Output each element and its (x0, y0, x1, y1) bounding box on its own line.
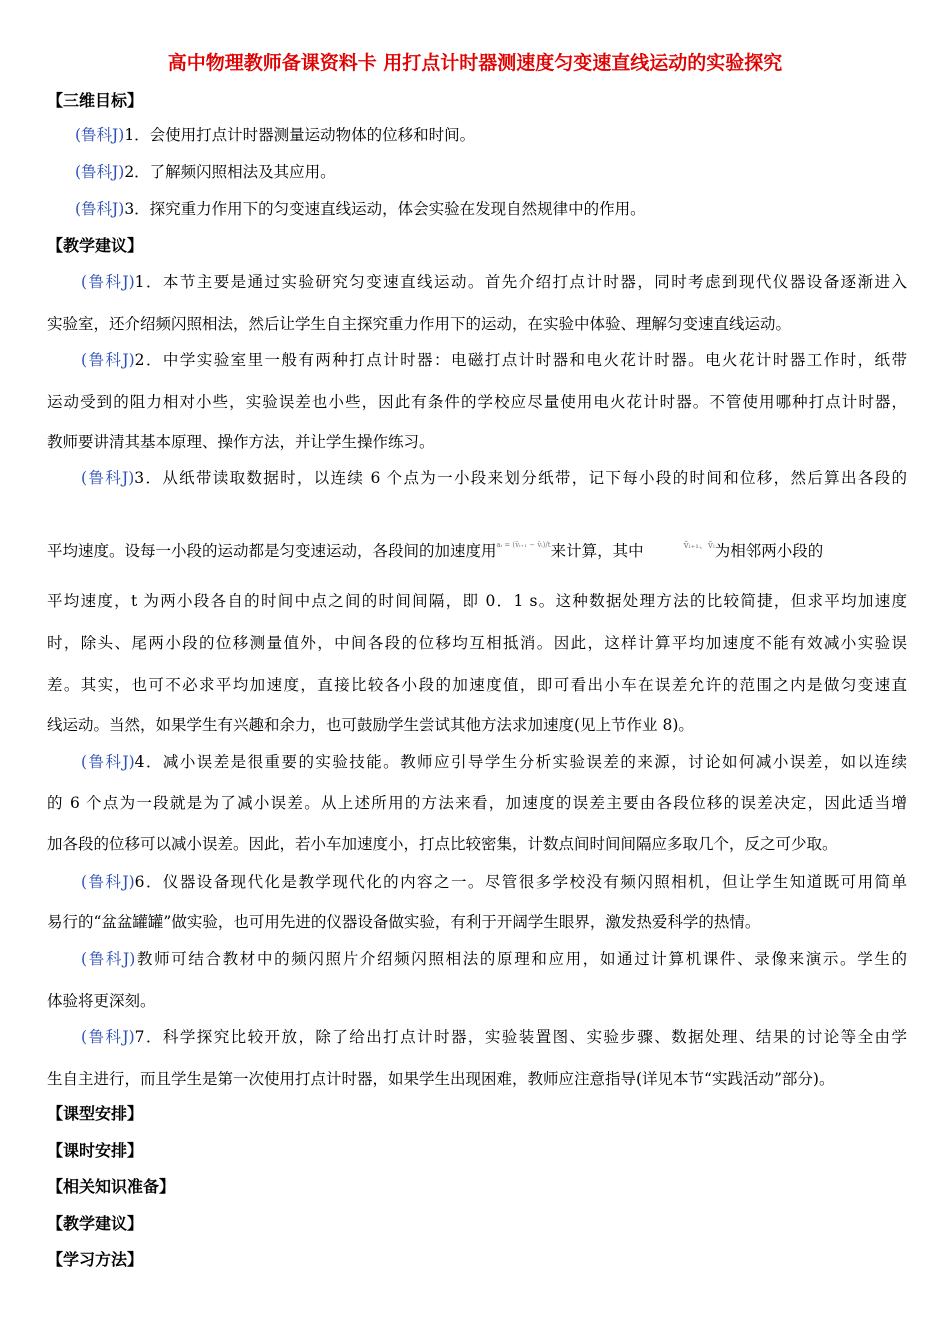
source-tag: (鲁科J) (75, 126, 125, 144)
goal-item-1: (鲁科J)1．会使用打点计时器测量运动物体的位移和时间。 (75, 126, 476, 144)
source-tag: (鲁科J) (81, 950, 136, 968)
paragraph-line: 线运动。当然，如果学生有兴趣和余力，也可鼓励学生尝试其他方法求加速度(见上节作业 8)。 (47, 716, 694, 734)
paragraph-line: (鲁科J)3．从纸带读取数据时，以连续 6 个点为一小段来划分纸带，记下每小段的时间和位移，然后算出各段的 (81, 469, 907, 487)
section-heading-method: 【学习方法】 (47, 1250, 144, 1269)
paragraph-line: 易行的“盆盆罐罐”做实验，也可用先进的仪器设备做实验，有利于开阔学生眼界，激发热爱科学的热情。 (47, 913, 761, 931)
paragraph-line: 体验将更深刻。 (47, 992, 156, 1010)
source-tag: (鲁科J) (81, 873, 135, 891)
source-tag: (鲁科J) (81, 351, 135, 369)
goal-item-3: (鲁科J)3．探究重力作用下的匀变速直线运动，体会实验在发现自然规律中的作用。 (75, 200, 646, 218)
source-tag: (鲁科J) (81, 469, 135, 487)
paragraph-line: 时，除头、尾两小段的位移测量值外，中间各段的位移均互相抵消。因此，这样计算平均加速度不能有效减小实验误 (47, 634, 907, 652)
paragraph-line: 平均速度，t 为两小段各自的时间中点之间的时间间隔，即 0．1 s。这种数据处理方法的比较简捷，但求平均加速度 (47, 592, 907, 610)
velocity-symbols: v̄ᵢ₊₁、v̄ᵢ (683, 541, 715, 551)
paragraph-line: (鲁科J)教师可结合教材中的频闪照片介绍频闪照相法的原理和应用，如通过计算机课件、录像来演示。学生的 (81, 950, 907, 968)
section-heading-advice: 【教学建议】 (47, 236, 144, 255)
paragraph-line: 差。其实，也可不必求平均加速度，直接比较各小段的加速度值，即可看出小车在误差允许的范围之内是做匀变速直 (47, 676, 907, 694)
section-heading-lesson-type: 【课型安排】 (47, 1104, 144, 1123)
source-tag: (鲁科J) (81, 753, 135, 771)
paragraph-line: (鲁科J)1．本节主要是通过实验研究匀变速直线运动。首先介绍打点计时器，同时考虑到现代仪器设备逐渐进入 (81, 273, 907, 291)
section-heading-goals: 【三维目标】 (47, 91, 144, 110)
paragraph-line: (鲁科J)2．中学实验室里一般有两种打点计时器：电磁打点计时器和电火花计时器。电火花计时器工作时，纸带 (81, 351, 907, 369)
source-tag: (鲁科J) (75, 200, 125, 218)
paragraph-line: 平均速度。设每一小段的运动都是匀变速运动，各段间的加速度用aᵢ = (v̄ᵢ₊₁ − v̄ᵢ)/t来计算，其中 v̄ᵢ₊₁、v̄ᵢ为相邻两小段的 (47, 541, 824, 560)
acceleration-formula: aᵢ = (v̄ᵢ₊₁ − v̄ᵢ)/t (496, 541, 551, 549)
paragraph-line: (鲁科J)4．减小误差是很重要的实验技能。教师应引导学生分析实验误差的来源，讨论如何减小误差，如以连续 (81, 753, 907, 771)
paragraph-line: (鲁科J)7．科学探究比较开放，除了给出打点计时器，实验装置图、实验步骤、数据处理、结果的讨论等全由学 (81, 1028, 907, 1046)
goal-item-2: (鲁科J)2．了解频闪照相法及其应用。 (75, 163, 336, 181)
paragraph-line: (鲁科J)6．仪器设备现代化是教学现代化的内容之一。尽管很多学校没有频闪照相机，但让学生知道既可用简单 (81, 873, 907, 891)
paragraph-line: 的 6 个点为一段就是为了减小误差。从上述所用的方法来看，加速度的误差主要由各段位移的误差决定，因此适当增 (47, 794, 907, 812)
document-title: 高中物理教师备课资料卡 用打点计时器测速度匀变速直线运动的实验探究 (167, 52, 783, 74)
paragraph-line: 教师要讲清其基本原理、操作方法，并让学生操作练习。 (47, 433, 435, 451)
section-heading-lesson-time: 【课时安排】 (47, 1141, 144, 1160)
source-tag: (鲁科J) (75, 163, 125, 181)
paragraph-line: 生自主进行，而且学生是第一次使用打点计时器，如果学生出现困难，教师应注意指导(详见本节“实践活动”部分)。 (47, 1070, 835, 1088)
paragraph-line: 运动受到的阻力相对小些，实验误差也小些，因此有条件的学校应尽量使用电火花计时器。不管使用哪种打点计时器， (47, 393, 907, 411)
source-tag: (鲁科J) (81, 273, 135, 291)
source-tag: (鲁科J) (81, 1028, 135, 1046)
paragraph-line: 实验室，还介绍频闪照相法，然后让学生自主探究重力作用下的运动，在实验中体验、理解匀变速直线运动。 (47, 315, 792, 333)
paragraph-line: 加各段的位移可以减小误差。因此，若小车加速度小，打点比较密集，计数点间时间间隔应多取几个，反之可少取。 (47, 835, 838, 853)
section-heading-advice-2: 【教学建议】 (47, 1214, 144, 1233)
section-heading-prep: 【相关知识准备】 (47, 1177, 176, 1196)
